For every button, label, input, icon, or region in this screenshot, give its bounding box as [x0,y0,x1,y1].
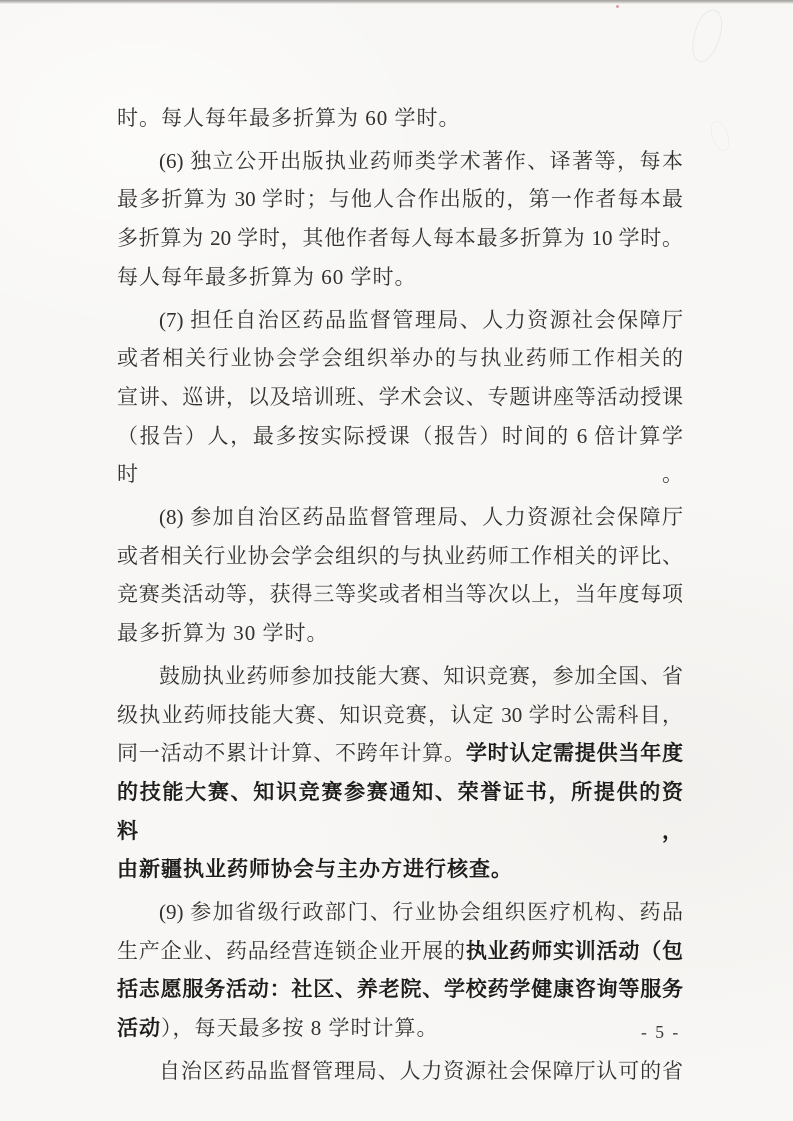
text-line [117,498,683,537]
text-run: 每人每年最多折算为 60 学时。 [117,264,417,289]
text-line [117,301,683,340]
scan-speck-artifact [616,5,619,8]
text-run: 宣讲、巡讲，以及培训班、学术会议、专题讲座等活动授课 [117,384,683,409]
text-line [117,1009,683,1048]
text-line [117,657,683,696]
text-line [117,696,683,735]
text-run: 生产企业、药品经营连锁企业开展的 [117,938,466,963]
text-run: 鼓励执业药师参加技能大赛、知识竞赛，参加全国、省 [159,663,683,688]
bold-text-run: 由新疆执业药师协会与主办方进行核查。 [117,857,513,882]
text-line [117,932,683,971]
paragraph [117,99,683,138]
text-run: 同一活动不累计计算、不跨年计算。 [117,741,466,766]
text-line [117,378,683,417]
text-run: (6) 独立公开出版执业药师类学术著作、译著等，每本 [159,148,683,173]
text-line [117,219,683,258]
text-line [117,575,683,614]
document-body [117,99,683,1091]
text-line [117,142,683,181]
paragraph [117,657,683,889]
text-run: 或者相关行业协会学会组织举办的与执业药师工作相关的 [117,346,683,371]
text-run: 最多折算为 30 学时。 [117,621,329,646]
text-line [117,180,683,219]
text-run: (9) 参加省级行政部门、行业协会组织医疗机构、药品 [159,900,683,925]
text-line [117,970,683,1009]
text-line [117,339,683,378]
text-run: (7) 担任自治区药品监督管理局、人力资源社会保障厅 [159,307,683,332]
text-run: (8) 参加自治区药品监督管理局、人力资源社会保障厅 [159,505,683,530]
text-run: ），每天最多按 8 学时计算。 [161,1016,439,1041]
text-line [117,893,683,932]
text-line [117,417,683,494]
text-line [117,258,683,297]
text-line [117,773,683,850]
text-line [117,614,683,653]
bold-text-run: 活动 [117,1016,161,1041]
paragraph [117,498,683,653]
paragraph [117,1052,683,1091]
text-run: （报告）人，最多按实际授课（报告）时间的 6 倍计算学时。 [117,423,683,487]
text-line [117,537,683,576]
text-line [117,734,683,773]
paragraph [117,301,683,495]
scan-edge-artifact [0,0,793,4]
page-number: - 5 - [641,1022,681,1042]
text-run: 或者相关行业协会学会组织的与执业药师工作相关的评比、 [117,543,683,568]
bold-text-run: 执业药师实训活动（包 [465,938,684,963]
text-run: 自治区药品监督管理局、人力资源社会保障厅认可的省 [159,1058,683,1083]
scan-smudge-artifact [707,118,732,153]
text-line [117,1052,683,1091]
text-run: 竞赛类活动等，获得三等奖或者相当等次以上，当年度每项 [117,582,683,607]
bold-text-run: 括志愿服务活动：社区、养老院、学校药学健康咨询等服务 [117,977,683,1002]
scan-smudge-artifact [688,7,726,66]
text-run: 时。每人每年最多折算为 60 学时。 [117,106,461,130]
text-line [117,99,683,138]
bold-text-run: 的技能大赛、知识竞赛参赛通知、荣誉证书，所提供的资料， [117,779,683,843]
text-run: 级执业药师技能大赛、知识竞赛，认定 30 学时公需科目， [117,702,683,727]
paragraph [117,893,683,1048]
text-line [117,850,683,889]
text-run: 最多折算为 30 学时；与他人合作出版的，第一作者每本最 [117,187,683,212]
text-run: 多折算为 20 学时，其他作者每人每本最多折算为 10 学时。 [117,226,683,251]
paragraph [117,142,683,297]
bold-text-run: 学时认定需提供当年度 [465,741,684,766]
